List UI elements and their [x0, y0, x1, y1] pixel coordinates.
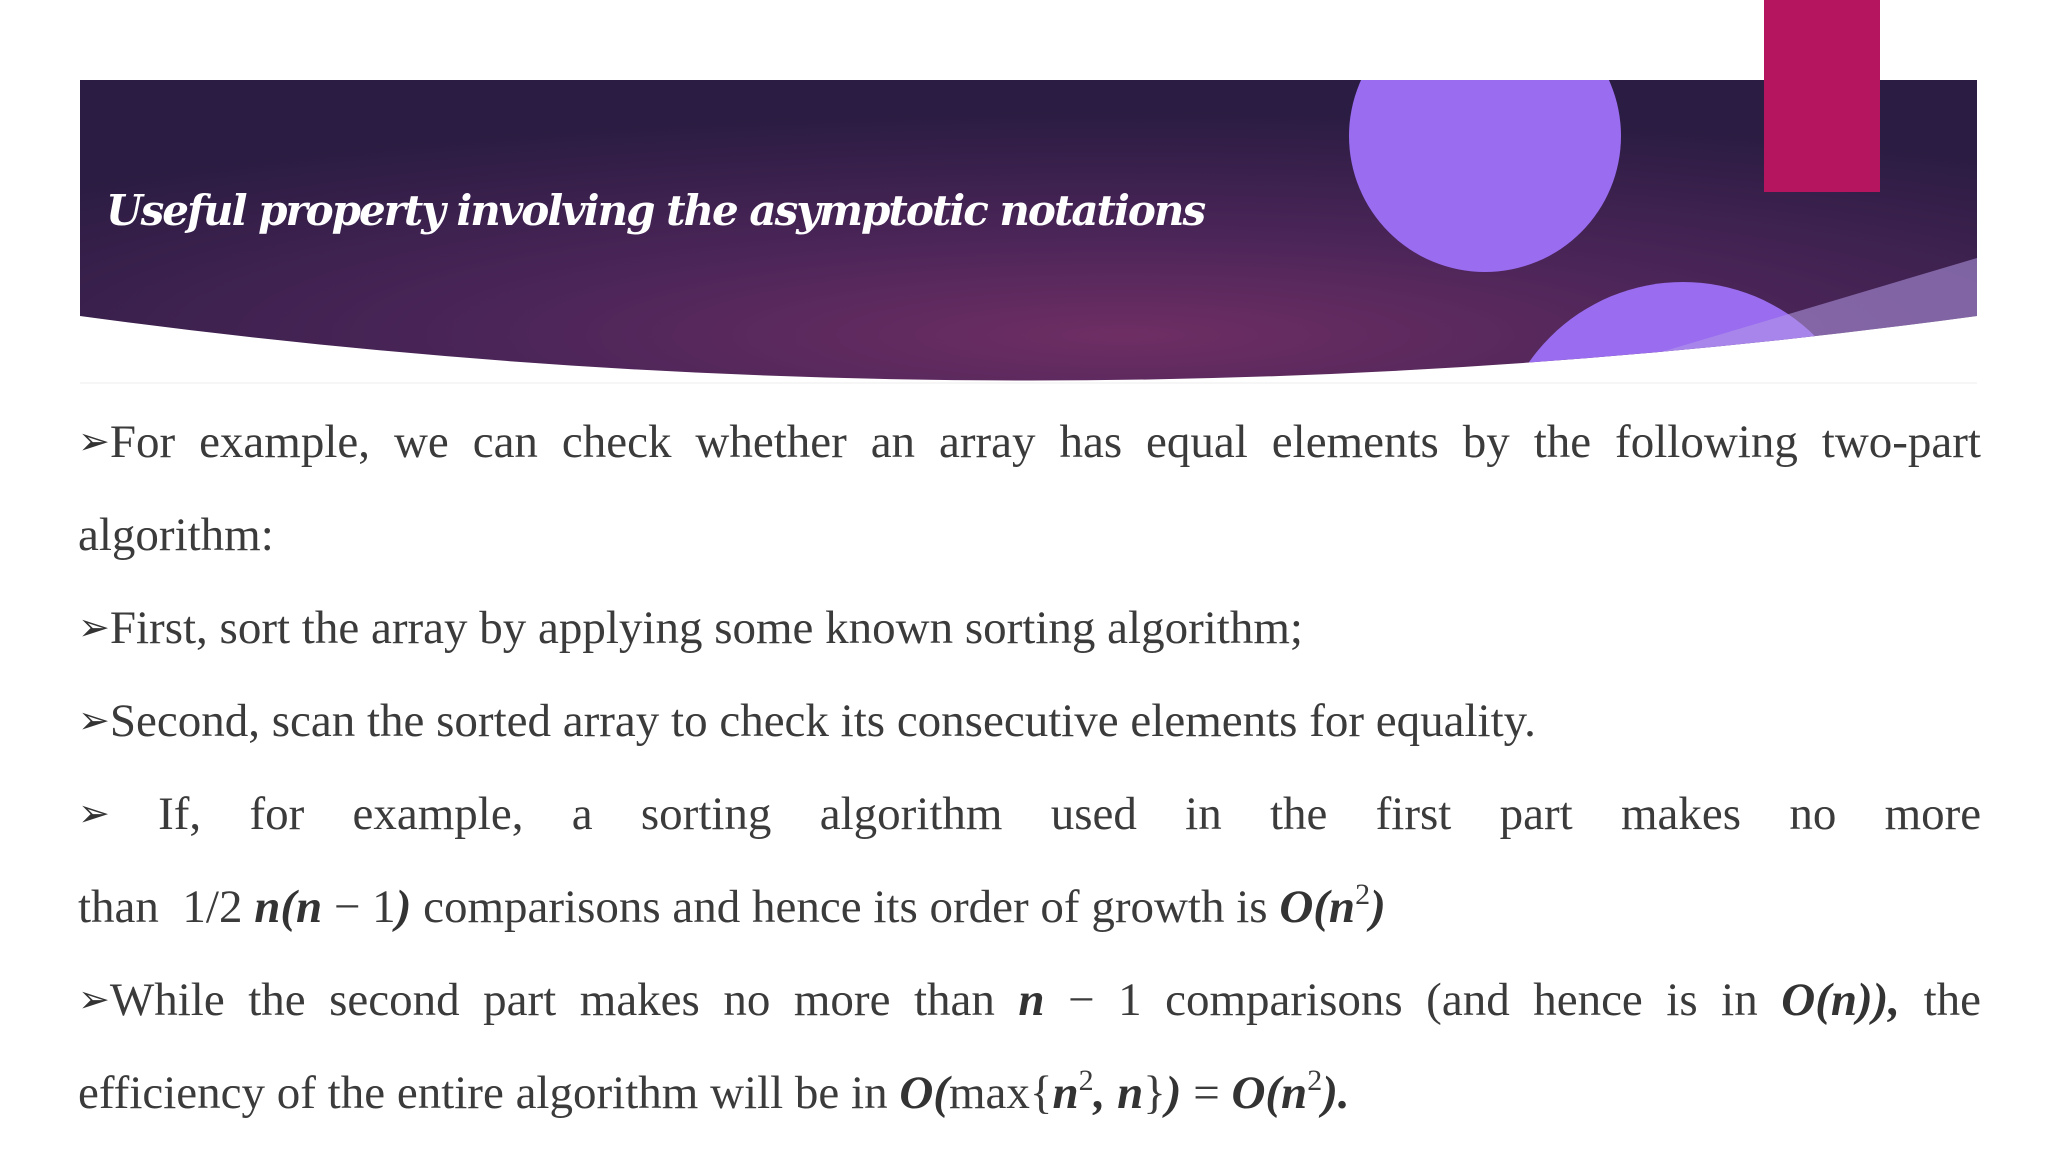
paragraph-1-line-2: algorithm: [78, 509, 274, 561]
paragraph-1-line-1: ➢For example, we can check whether an array has equal elements by the following two-part [78, 416, 1981, 468]
word: makes [1620, 788, 1742, 840]
word: If, [158, 788, 202, 840]
word: in [1185, 788, 1222, 840]
big-o-expression: O(n [1231, 1067, 1308, 1119]
arrowhead-bullet-icon: ➢ [78, 698, 110, 742]
accent-bar [1764, 0, 1880, 192]
arrowhead-bullet-icon: ➢ [78, 791, 110, 835]
word: sorting [640, 788, 772, 840]
arrowhead-bullet-icon: ➢ [78, 419, 110, 463]
math-expression: n(n [254, 881, 323, 933]
word: example, [352, 788, 524, 840]
arrowhead-bullet-icon: ➢ [78, 977, 110, 1021]
paragraph-5-line-2: efficiency of the entire algorithm will be in $O(\max\{n^2$, $n\}) = O(n^2)$. [78, 1064, 1350, 1119]
word: first [1375, 788, 1452, 840]
word: algorithm [819, 788, 1003, 840]
paragraph-3: ➢Second, scan the sorted array to check its consecutive elements for equality. [78, 695, 1536, 747]
word: no [1789, 788, 1837, 840]
word: a [571, 788, 593, 840]
paragraph-2: ➢First, sort the array by applying some known sorting algorithm; [78, 602, 1303, 654]
slide-title: Useful property involving the asymptotic notations [106, 186, 1205, 235]
word: the [1269, 788, 1328, 840]
paragraph-5-line-1: ➢While the second part makes no more than n − 1 comparisons (and hence is in O(n)), the [78, 974, 1982, 1026]
slide-body [78, 406, 1981, 1150]
word: more [1884, 788, 1982, 840]
big-o-expression: O(n)), [1781, 974, 1901, 1026]
paragraph-4-line-1 [78, 778, 1981, 871]
word: part [1499, 788, 1573, 840]
big-o-expression: O(n [1279, 881, 1356, 933]
decorative-circle-top [1349, 0, 1621, 272]
paragraph-4-line-2: than 1/2 n(n − 1) comparisons and hence its order of growth is $O(n^2)$ [78, 878, 1386, 933]
arrowhead-bullet-icon: ➢ [78, 605, 110, 649]
word: used [1050, 788, 1137, 840]
word: for [249, 788, 305, 840]
